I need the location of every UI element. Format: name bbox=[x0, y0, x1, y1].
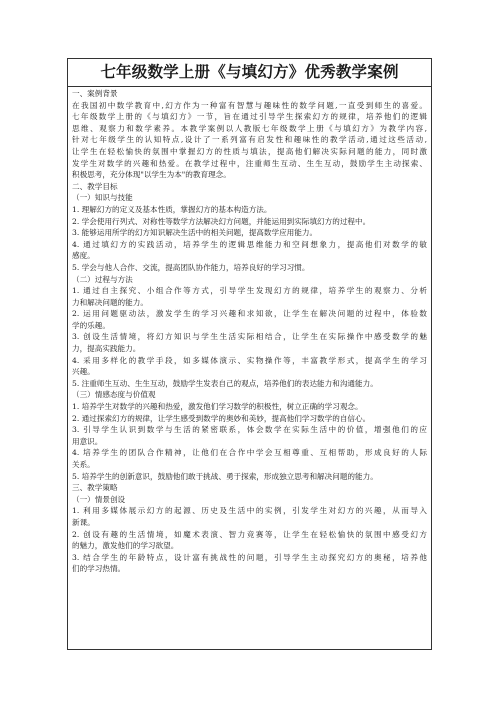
text-line: 力和解决问题的能力。 bbox=[72, 297, 148, 307]
text-line: 4. 采用多样化的教学手段，如多媒体演示、实物操作等，丰富教学形式，提高学生的学习 bbox=[72, 355, 427, 365]
document-frame bbox=[67, 58, 432, 650]
text-line: 思维、观察力和数学素养。本教学案例以人教版七年级数学上册《与填幻方》为教学内容, bbox=[72, 123, 427, 133]
text-line: 们的学习热情。 bbox=[72, 564, 126, 574]
text-line: 学的乐趣。 bbox=[72, 320, 110, 330]
text-line: 关系。 bbox=[72, 460, 95, 469]
text-line: 1. 利用多媒体展示幻方的起源、历史及生活中的实例，引发学生对幻方的兴趣，从而导入 bbox=[72, 506, 427, 516]
document-title: 七年级数学上册《与填幻方》优秀教学案例 bbox=[68, 59, 431, 87]
text-line: 2. 学会使用行列式、对称性等数学方法解决幻方问题，并能运用到实际填幻方的过程中。 bbox=[72, 216, 371, 226]
text-line: 2. 通过探索幻方的规律，让学生感受到数学的奥妙和美妙，提高他们学习数学的自信心。 bbox=[72, 413, 371, 423]
text-line: 兴趣。 bbox=[72, 367, 95, 377]
text-line: 二、教学目标 bbox=[72, 181, 118, 191]
text-line: 3. 创设生活情境，将幻方知识与学生生活实际相结合，让学生在实际操作中感受数学的魅 bbox=[72, 332, 427, 342]
text-line: 用意识。 bbox=[72, 436, 103, 446]
text-line: 七年级数学上册的《与填幻方》一节，旨在通过引导学生探索幻方的规律，培养他们的逻辑 bbox=[72, 112, 427, 122]
text-line: 2. 创设有趣的生活情境，如魔术表演、智力竞赛等，让学生在轻松愉快的氛围中感受幻方 bbox=[72, 529, 427, 539]
text-line: 2. 运用问题驱动法，激发学生的学习兴趣和求知欲，让学生在解决问题的过程中，体验数 bbox=[72, 309, 427, 319]
text-line: （一）知识与技能 bbox=[72, 193, 133, 203]
text-line: 让学生在轻松愉快的氛围中掌握幻方的性质与填法，提高他们解决实际问题的能力，同时激 bbox=[72, 146, 427, 156]
text-line: 1. 通过自主探究、小组合作等方式，引导学生发现幻方的规律，培养学生的观察力、分析 bbox=[72, 286, 427, 296]
text-line: （一）情景创设 bbox=[72, 494, 126, 504]
text-line: （三）情感态度与价值观 bbox=[72, 390, 156, 400]
text-line: 在我国初中数学教育中,幻方作为一种富有智慧与趣味性的数学问题,一直受到师生的喜爱。 bbox=[72, 100, 427, 110]
text-line: 4. 培养学生的团队合作精神，让他们在合作中学会互相尊重、互相帮助，形成良好的人际 bbox=[72, 448, 427, 458]
text-line: 感度。 bbox=[72, 251, 95, 261]
text-line: 5. 学会与他人合作、交流，提高团队协作能力，培养良好的学习习惯。 bbox=[72, 262, 310, 272]
text-line: 一、案例背景 bbox=[72, 89, 118, 98]
text-line: 3. 结合学生的年龄特点，设计富有挑战性的问题，引导学生主动探究幻方的奥秘，培养他 bbox=[72, 552, 427, 562]
text-line: 力，提高实践能力。 bbox=[72, 344, 141, 354]
text-line: 针对七年级学生的认知特点,设计了一系列富有启发性和趣味性的教学活动,通过这些活动, bbox=[72, 135, 427, 145]
text-line: 4. 通过填幻方的实践活动，培养学生的逻辑思维能力和空间想象力，提高他们对数学的敏 bbox=[72, 239, 427, 249]
text-line: （二）过程与方法 bbox=[72, 274, 133, 284]
text-line: 5. 培养学生的创新意识，鼓励他们敢于挑战、勇于探索，形成独立思考和解决问题的能力。 bbox=[72, 471, 378, 481]
text-line: 积极思考，充分体现"以学生为本"的教育理念。 bbox=[72, 170, 231, 180]
text-line: 3. 能够运用所学的幻方知识解决生活中的相关问题，提高数学应用能力。 bbox=[72, 228, 318, 238]
text-line: 发学生对数学的兴趣和热爱。在教学过程中，注重师生互动、生生互动，鼓励学生主动探索、 bbox=[72, 158, 427, 168]
text-line: 三、教学策略 bbox=[72, 483, 118, 493]
text-line: 的魅力，激发他们的学习欲望。 bbox=[72, 541, 179, 551]
text-line: 新课。 bbox=[72, 517, 95, 527]
text-line: 5. 注重师生互动、生生互动，鼓励学生发表自己的观点，培养他们的表达能力和沟通能力。 bbox=[72, 378, 378, 388]
text-line: 3. 引导学生认识到数学与生活的紧密联系，体会数学在实际生活中的价值，增强他们的应 bbox=[72, 425, 427, 435]
document-body bbox=[68, 87, 431, 575]
text-line: 1. 培养学生对数学的兴趣和热爱，激发他们学习数学的积极性，树立正确的学习观念。 bbox=[72, 402, 363, 412]
text-line: 1. 理解幻方的定义及基本性质，掌握幻方的基本构造方法。 bbox=[72, 204, 272, 214]
